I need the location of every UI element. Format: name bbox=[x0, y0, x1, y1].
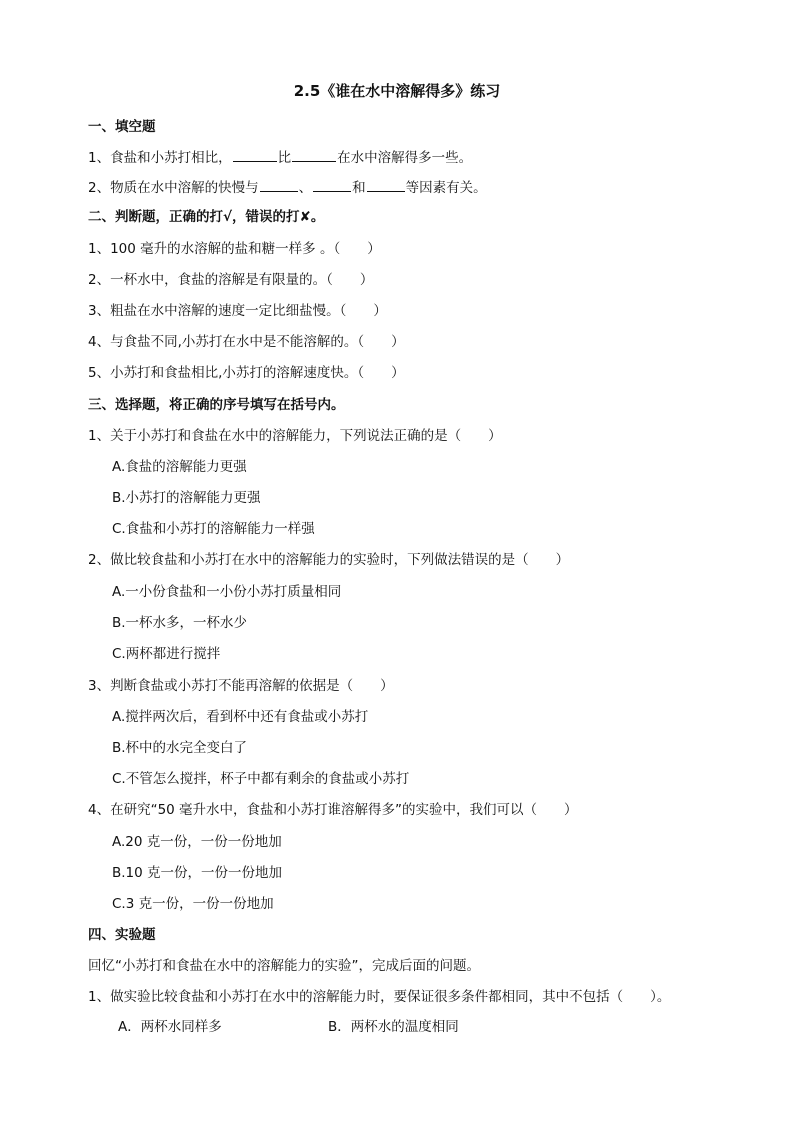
choice-option: B.10 克一份，一份一份地加 bbox=[112, 865, 283, 881]
section-heading-multiple-choice: 三、选择题，将正确的序号填写在括号内。 bbox=[88, 397, 345, 413]
experiment-question-1: 1、做实验比较食盐和小苏打在水中的溶解能力时，要保证很多条件都相同，其中不包括（ ）。 bbox=[88, 989, 671, 1005]
choice-question-1: 1、关于小苏打和食盐在水中的溶解能力，下列说法正确的是（ ） bbox=[88, 428, 502, 444]
choice-question-2: 2、做比较食盐和小苏打在水中的溶解能力的实验时，下列做法错误的是（ ） bbox=[88, 552, 570, 568]
section-heading-fill-in: 一、填空题 bbox=[88, 119, 156, 135]
choice-question-3: 3、判断食盐或小苏打不能再溶解的依据是（ ） bbox=[88, 678, 394, 694]
answer-blank bbox=[233, 148, 277, 162]
q1-text-b: 比 bbox=[277, 150, 292, 166]
choice-option: C.食盐和小苏打的溶解能力一样强 bbox=[112, 521, 315, 537]
q2-text-c: 和 bbox=[352, 180, 366, 196]
true-false-item: 2、一杯水中，食盐的溶解是有限量的。（ ） bbox=[88, 272, 374, 288]
q2-text-a: 2、物质在水中溶解的快慢与 bbox=[88, 180, 259, 196]
answer-blank bbox=[292, 148, 336, 162]
q2-text-d: 等因素有关。 bbox=[405, 180, 487, 196]
choice-option: A．两杯水同样多 bbox=[118, 1019, 222, 1035]
fill-in-question-1 bbox=[88, 148, 472, 167]
choice-option: C.两杯都进行搅拌 bbox=[112, 646, 221, 662]
page-title: 2.5《谁在水中溶解得多》练习 bbox=[293, 82, 501, 100]
choice-option: A.食盐的溶解能力更强 bbox=[112, 459, 247, 475]
true-false-item: 4、与食盐不同,小苏打在水中是不能溶解的。（ ） bbox=[88, 334, 405, 350]
answer-blank bbox=[367, 178, 405, 192]
q2-text-b: 、 bbox=[298, 180, 313, 196]
choice-option: B．两杯水的温度相同 bbox=[328, 1019, 459, 1035]
choice-question-4: 4、在研究“50 毫升水中，食盐和小苏打谁溶解得多”的实验中，我们可以（ ） bbox=[88, 802, 578, 818]
fill-in-question-2 bbox=[88, 178, 487, 197]
true-false-item: 3、粗盐在水中溶解的速度一定比细盐慢。（ ） bbox=[88, 303, 387, 319]
choice-option: A.一小份食盐和一小份小苏打质量相同 bbox=[112, 584, 342, 600]
answer-blank bbox=[260, 178, 298, 192]
true-false-item: 5、小苏打和食盐相比,小苏打的溶解速度快。（ ） bbox=[88, 365, 405, 381]
q1-text-c: 在水中溶解得多一些。 bbox=[337, 150, 473, 166]
choice-option: C.3 克一份，一份一份地加 bbox=[112, 896, 274, 912]
section-heading-true-false: 二、判断题，正确的打√，错误的打✘。 bbox=[88, 209, 325, 225]
experiment-intro: 回忆“小苏打和食盐在水中的溶解能力的实验”，完成后面的问题。 bbox=[88, 958, 480, 974]
choice-option: A.搅拌两次后，看到杯中还有食盐或小苏打 bbox=[112, 709, 369, 725]
choice-option: B.小苏打的溶解能力更强 bbox=[112, 490, 261, 506]
choice-option: A.20 克一份，一份一份地加 bbox=[112, 834, 282, 850]
true-false-item: 1、100 毫升的水溶解的盐和糖一样多 。（ ） bbox=[88, 241, 381, 257]
section-heading-experiment: 四、实验题 bbox=[88, 927, 156, 943]
q1-text-a: 1、食盐和小苏打相比， bbox=[88, 150, 232, 166]
choice-option: B.杯中的水完全变白了 bbox=[112, 740, 248, 756]
answer-blank bbox=[313, 178, 351, 192]
choice-option: B.一杯水多，一杯水少 bbox=[112, 615, 248, 631]
experiment-options-row bbox=[118, 1018, 459, 1036]
choice-option: C.不管怎么搅拌，杯子中都有剩余的食盐或小苏打 bbox=[112, 771, 410, 787]
